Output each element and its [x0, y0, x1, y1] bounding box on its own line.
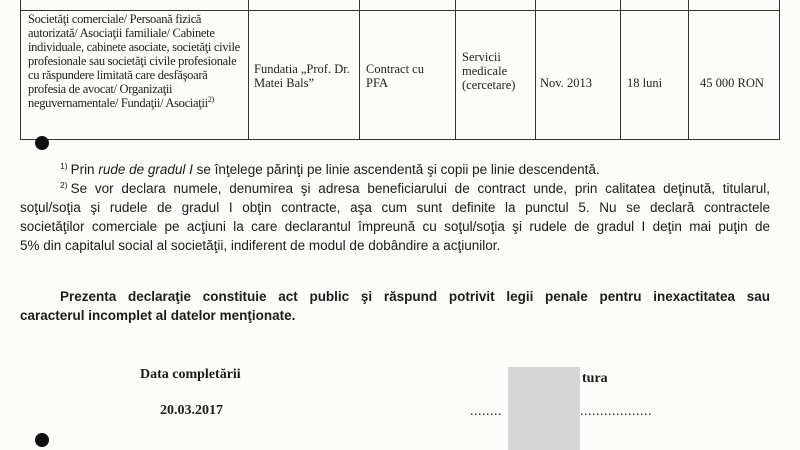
- signature-dots-left: ........: [470, 404, 502, 419]
- signature-dots-right: ..................: [580, 404, 652, 419]
- footnote-2-line-1: $^{2)}$ Se vor declara numele, denumirea şi adresa beneficiarului de contract unde, prin calitatea deţinută, titularul,: [60, 179, 770, 196]
- date-label: Data completării: [140, 367, 241, 382]
- punch-hole-mark: [35, 433, 49, 447]
- footnote-2-line-2: soţul/soţia şi rudele de gradul I obţin contracte, aşa cum sunt definite la punctul 5. Nu se declară contractele: [20, 200, 770, 215]
- punch-hole-mark: [35, 136, 49, 150]
- date-value: 20.03.2017: [160, 403, 223, 418]
- table-cell-object: Servicii medicale (cercetare): [462, 50, 516, 92]
- table-cell-category: Societăţi comerciale/ Persoană fizică autorizată/ Asociaţii familiale/ Cabinete individuale, cabinete asociate, societăţi civile profesionale sau societăţi civile profesionale cu răspundere limitată care desfăşoară profesia de avocat/ Organizaţii neguvernamentale/ Fundaţii/ Asociaţii$^{2)}$: [28, 12, 240, 110]
- signature-label: tura: [582, 371, 608, 386]
- declaration-statement: [20, 287, 770, 325]
- footnote-1: $^{1)}$ Prin rude de gradul I se înţelege părinţi pe linie ascendentă şi copii pe linie descendentă.: [60, 160, 600, 177]
- footnotes: [20, 160, 770, 255]
- table-cell-duration: 18 luni: [627, 76, 663, 90]
- table-cell-beneficiary: Fundatia „Prof. Dr. Matei Bals”: [254, 62, 350, 90]
- table-cell-contract-type: Contract cu PFA: [366, 62, 424, 90]
- table-cell-value: 45 000 RON: [700, 76, 764, 90]
- declaration-line-1: Prezenta declaraţie constituie act public şi răspund potrivit legii penale pentru inexactitatea sau: [60, 289, 770, 304]
- footnote-2-line-3: societăţilor comerciale pe acţiuni la care declarantul împreună cu soţul/soţia şi rudele de gradul I deţin mai puţin de: [20, 219, 770, 234]
- table-cell-date: Nov. 2013: [540, 76, 592, 90]
- footnote-mark: 2): [207, 94, 214, 104]
- redaction-box: [508, 367, 580, 450]
- declaration-line-2: caracterul incomplet al datelor menţionate.: [20, 308, 296, 323]
- contracts-table: [0, 0, 800, 140]
- footnote-2-line-4: 5% din capitalul social al societăţii, indiferent de modul de dobândire a acţiunilor.: [20, 238, 501, 253]
